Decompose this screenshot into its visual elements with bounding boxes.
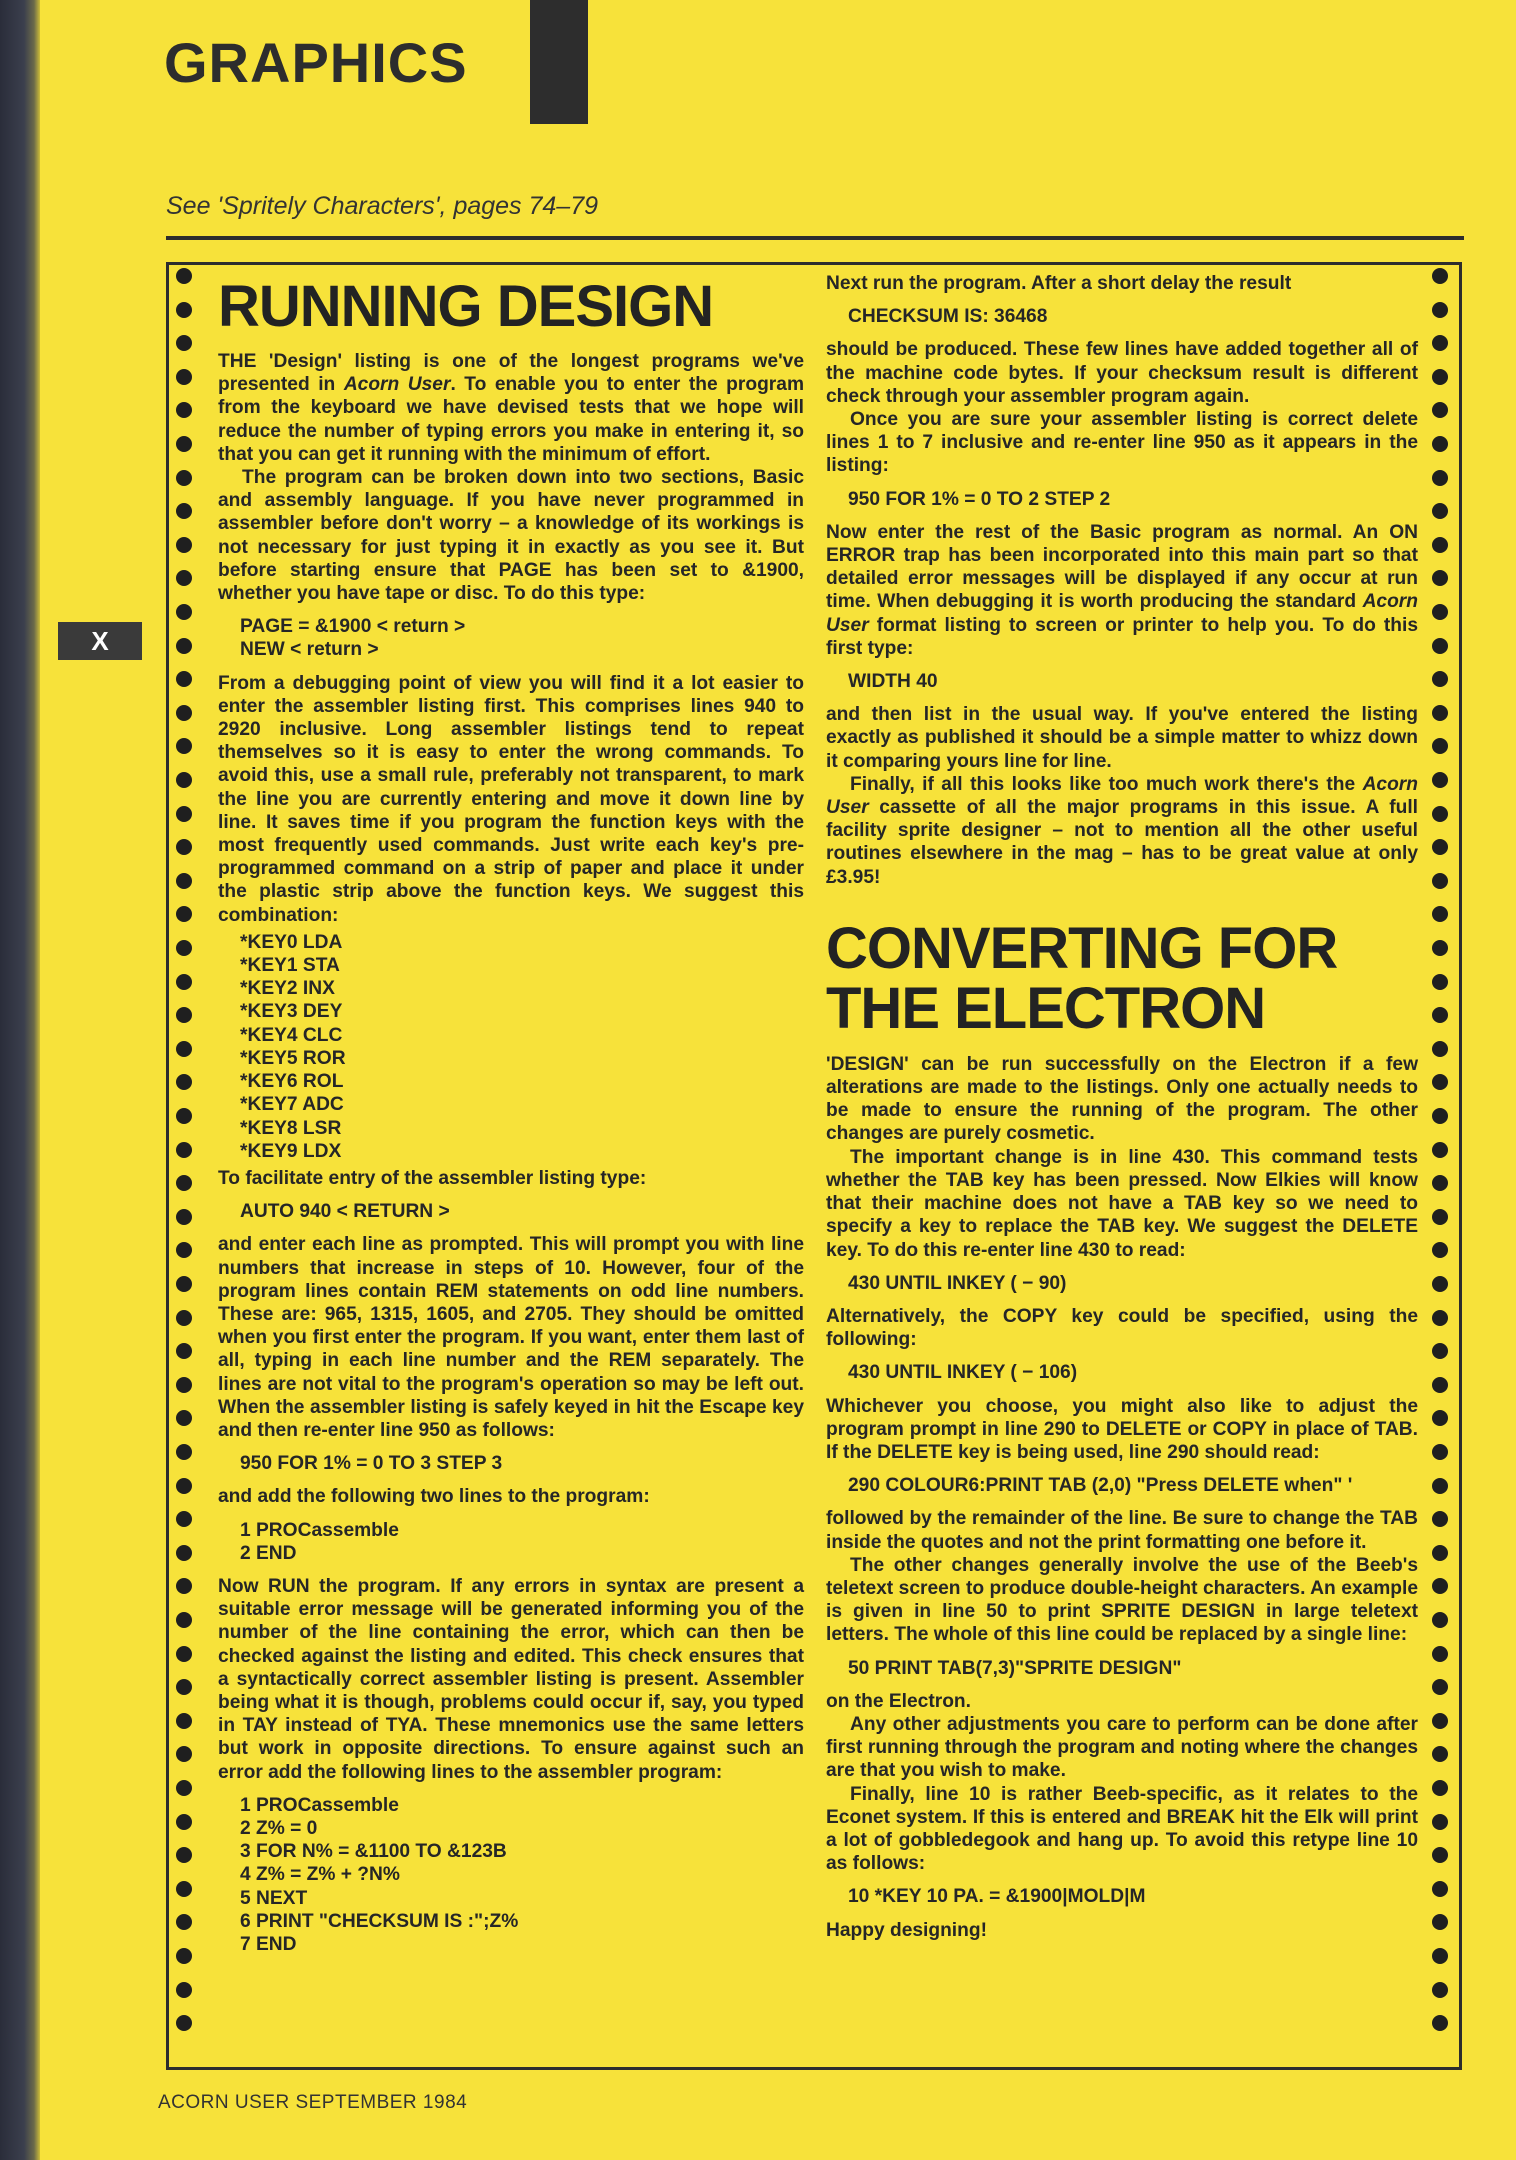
code-block: 290 COLOUR6:PRINT TAB (2,0) "Press DELETE when" ': [848, 1475, 1353, 1497]
perforation-dot: [176, 772, 192, 788]
list-item: *KEY6 ROL: [240, 1071, 344, 1093]
perforation-dot: [1432, 638, 1448, 654]
paragraph: THE 'Design' listing is one of the longest programs we've presented in Acorn User. To enable you to enter the program from the keyboard we have devised tests that we hope will reduce the number of typing errors you make in entering it, so that you can get it running with the minimum of effort.: [218, 351, 805, 465]
perforation-dot: [1432, 537, 1448, 553]
perforation-dot: [176, 1478, 192, 1494]
article-heading: RUNNING DESIGN: [218, 274, 714, 339]
perforation-dot: [176, 705, 192, 721]
perforation-dot: [1432, 1511, 1448, 1527]
perforation-dot: [176, 1377, 192, 1393]
perforation-dot: [1432, 1914, 1448, 1930]
perforation-dot: [176, 1276, 192, 1292]
section-title: GRAPHICS: [164, 31, 468, 94]
perforation-dot: [1432, 806, 1448, 822]
paragraph: 'DESIGN' can be run successfully on the Electron if a few alterations are made to the listings. Only one actually needs to be made to ensure the running of the program. The other changes are purely cosmetic.: [826, 1053, 1418, 1145]
perforation-dot: [176, 873, 192, 889]
perforation-dot: [176, 1881, 192, 1897]
perforation-dot: [176, 302, 192, 318]
function-key-list: [240, 931, 804, 1163]
perforation-dot: [1432, 1209, 1448, 1225]
perforation-dot: [176, 974, 192, 990]
code-block: 50 PRINT TAB(7,3)"SPRITE DESIGN": [848, 1657, 1182, 1679]
perforation-dot: [1432, 1276, 1448, 1292]
paragraph: and then list in the usual way. If you've entered the listing exactly as published it should be a simple matter to whizz down it comparing yours line for line.: [826, 704, 1418, 772]
perforation-dot: [176, 268, 192, 284]
paragraph: Now enter the rest of the Basic program as normal. An ON ERROR trap has been incorporated into this main part so that detailed error messages will be displayed if any occur at run time. When debugging it is worth producing the standard Acorn User format listing to screen or printer to help you. To do this first type:: [826, 521, 1418, 659]
perforation-dot: [176, 604, 192, 620]
code-block: 950 FOR 1% = 0 TO 2 STEP 2: [848, 488, 1111, 510]
perforation-dot: [1432, 1310, 1448, 1326]
perforation-dot: [1432, 1881, 1448, 1897]
top-rule: [166, 236, 1464, 240]
perforation-dot: [1432, 1142, 1448, 1158]
perforation-dot: [176, 2015, 192, 2031]
paragraph: Whichever you choose, you might also like to adjust the program prompt in line 290 to DELETE or COPY in place of TAB. If the DELETE key is being used, line 290 should read:: [826, 1395, 1418, 1463]
perforation-dot: [176, 1713, 192, 1729]
perforation-dot: [1432, 1343, 1448, 1359]
binding-spine: [0, 0, 40, 2160]
perforation-dot: [176, 1310, 192, 1326]
list-item: *KEY1 STA: [240, 955, 340, 977]
perforation-dot: [176, 940, 192, 956]
paragraph: Happy designing!: [826, 1919, 987, 1941]
perforation-dot: [1432, 940, 1448, 956]
perforation-dots-left: [176, 268, 198, 2058]
perforation-dot: [176, 470, 192, 486]
perforation-dot: [1432, 1646, 1448, 1662]
header-block-decoration: [530, 0, 588, 124]
perforation-dot: [176, 503, 192, 519]
list-item: *KEY7 ADC: [240, 1094, 344, 1116]
perforation-dot: [1432, 470, 1448, 486]
perforation-dot: [176, 1948, 192, 1964]
perforation-dot: [176, 1545, 192, 1561]
perforation-dot: [1432, 1242, 1448, 1258]
perforation-dot: [1432, 1478, 1448, 1494]
perforation-dot: [1432, 1545, 1448, 1561]
perforation-dot: [1432, 671, 1448, 687]
perforation-dot: [176, 1142, 192, 1158]
paragraph: From a debugging point of view you will find it a lot easier to enter the assembler listing first. This comprises lines 940 to 2920 inclusive. Long assembler listings tend to repeat themselves so it is easy to enter the wrong commands. To avoid this, use a small rule, preferably not transparent, to mark the line you are currently entering and move it down line by line. It saves time if you program the function keys with the most frequently used commands. Just write each key's pre-programmed command on a strip of paper and place it under the plastic strip above the function keys. We suggest this combination:: [218, 672, 804, 926]
perforation-dot: [1432, 1007, 1448, 1023]
code-block: AUTO 940 < RETURN >: [240, 1201, 450, 1223]
perforation-dot: [176, 839, 192, 855]
perforation-dot: [1432, 906, 1448, 922]
perforation-dot: [176, 369, 192, 385]
perforation-dot: [176, 806, 192, 822]
list-item: *KEY2 INX: [240, 978, 335, 1000]
perforation-dot: [176, 335, 192, 351]
perforation-dot: [176, 1108, 192, 1124]
section-tab: X: [58, 622, 142, 660]
list-item: *KEY5 ROR: [240, 1047, 346, 1069]
perforation-dot: [176, 1410, 192, 1426]
perforation-dot: [1432, 1612, 1448, 1628]
perforation-dot: [1432, 604, 1448, 620]
perforation-dot: [176, 1679, 192, 1695]
perforation-dot: [1432, 1108, 1448, 1124]
right-column: [826, 272, 1418, 1942]
section-heading: CONVERTING FOR THE ELECTRON: [826, 915, 1338, 1041]
perforation-dot: [1432, 1041, 1448, 1057]
code-block: 950 FOR 1% = 0 TO 3 STEP 3: [240, 1453, 503, 1475]
perforation-dot: [176, 1444, 192, 1460]
code-block: 10 *KEY 10 PA. = &1900|MOLD|M: [848, 1886, 1146, 1908]
paragraph: Next run the program. After a short delay the result: [826, 273, 1292, 294]
see-reference: See 'Spritely Characters', pages 74–79: [166, 192, 599, 220]
perforation-dot: [1432, 1948, 1448, 1964]
perforation-dot: [1432, 268, 1448, 284]
paragraph: followed by the remainder of the line. Be sure to change the TAB inside the quotes and not the print formatting one before it.: [826, 1508, 1418, 1553]
perforation-dot: [176, 1343, 192, 1359]
perforation-dot: [1432, 436, 1448, 452]
perforation-dot: [176, 671, 192, 687]
perforation-dot: [176, 906, 192, 922]
list-item: *KEY3 DEY: [240, 1001, 343, 1023]
perforation-dot: [176, 436, 192, 452]
perforation-dot: [1432, 335, 1448, 351]
paragraph: Finally, line 10 is rather Beeb-specific, as it relates to the Econet system. If this is entered and BREAK hit the Elk will print a lot of gobbledegook and hang up. To avoid this retype line 10 as follows:: [826, 1783, 1418, 1875]
perforation-dot: [1432, 1982, 1448, 1998]
perforation-dot: [1432, 302, 1448, 318]
perforation-dot: [1432, 402, 1448, 418]
code-block: 1 PROCassemble 2 END: [240, 1519, 399, 1564]
perforation-dot: [1432, 503, 1448, 519]
paragraph: on the Electron.: [826, 1690, 971, 1712]
perforation-dot: [1432, 570, 1448, 586]
perforation-dot: [176, 1041, 192, 1057]
perforation-dot: [176, 738, 192, 754]
list-item: *KEY8 LSR: [240, 1117, 342, 1139]
perforation-dot: [176, 1646, 192, 1662]
perforation-dot: [176, 1175, 192, 1191]
perforation-dot: [176, 638, 192, 654]
perforation-dot: [1432, 1175, 1448, 1191]
paragraph: Now RUN the program. If any errors in syntax are present a suitable error message will be generated informing you of the number of the line containing the error, which can then be checked against the listing and edited. This check ensures that a syntactically correct assembler listing is present. Assembler being what it is though, problems could occur if, say, you typed in TAY instead of TYA. These mnemonics use the same letters but work in opposite directions. To ensure against such an error add the following lines to the assembler program:: [218, 1575, 804, 1783]
paragraph: should be produced. These few lines have added together all of the machine code bytes. If your checksum result is different check through your assembler program again.: [826, 339, 1418, 407]
paragraph: and add the following two lines to the program:: [218, 1486, 650, 1508]
code-block: CHECKSUM IS: 36468: [848, 306, 1048, 328]
code-block: PAGE = &1900 < return > NEW < return >: [240, 616, 466, 661]
perforation-dot: [1432, 705, 1448, 721]
perforation-dot: [176, 1914, 192, 1930]
perforation-dot: [1432, 369, 1448, 385]
code-block: 430 UNTIL INKEY ( − 90): [848, 1272, 1067, 1294]
perforation-dot: [1432, 1814, 1448, 1830]
perforation-dot: [176, 1612, 192, 1628]
perforation-dots-right: [1432, 268, 1454, 2058]
perforation-dot: [1432, 1746, 1448, 1762]
list-item: *KEY4 CLC: [240, 1024, 343, 1046]
perforation-dot: [176, 1746, 192, 1762]
perforation-dot: [1432, 1410, 1448, 1426]
perforation-dot: [1432, 738, 1448, 754]
perforation-dot: [176, 1007, 192, 1023]
perforation-dot: [176, 1578, 192, 1594]
perforation-dot: [1432, 1780, 1448, 1796]
list-item: *KEY9 LDX: [240, 1140, 342, 1162]
perforation-dot: [176, 1242, 192, 1258]
perforation-dot: [1432, 1679, 1448, 1695]
page-footer: ACORN USER SEPTEMBER 1984: [158, 2092, 468, 2113]
perforation-dot: [1432, 1074, 1448, 1090]
paragraph: Any other adjustments you care to perform can be done after first running through the program and noting where the changes are that you wish to make.: [826, 1713, 1418, 1782]
perforation-dot: [1432, 1847, 1448, 1863]
perforation-dot: [1432, 2015, 1448, 2031]
perforation-dot: [1432, 772, 1448, 788]
perforation-dot: [1432, 1444, 1448, 1460]
perforation-dot: [176, 402, 192, 418]
perforation-dot: [176, 570, 192, 586]
perforation-dot: [176, 537, 192, 553]
code-block: 430 UNTIL INKEY ( − 106): [848, 1362, 1078, 1384]
paragraph: Finally, if all this looks like too much work there's the Acorn User cassette of all the major programs in this issue. A full facility sprite designer – not to mention all the other useful routines elsewhere in the mag – has to be great value at only £3.95!: [826, 773, 1418, 888]
paragraph: To facilitate entry of the assembler listing type:: [218, 1167, 647, 1189]
code-block: 1 PROCassemble 2 Z% = 0 3 FOR N% = &1100 TO &123B 4 Z% = Z% + ?N% 5 NEXT 6 PRINT "CHECKSUM IS :";Z% 7 END: [240, 1794, 519, 1955]
perforation-dot: [1432, 1713, 1448, 1729]
perforation-dot: [176, 1074, 192, 1090]
perforation-dot: [176, 1780, 192, 1796]
perforation-dot: [1432, 839, 1448, 855]
paragraph: Alternatively, the COPY key could be specified, using the following:: [826, 1305, 1418, 1351]
paragraph: and enter each line as prompted. This will prompt you with line numbers that increase in steps of 10. However, four of the program lines contain REM statements on odd line numbers. These are: 965, 1315, 1605, and 2705. They should be omitted when you first enter the program. If you want, enter them last of all, typing in each line number and the REM separately. The lines are not vital to the program's operation so may be left out. When the assembler listing is safely keyed in hit the Escape key and then re-enter line 950 as follows:: [218, 1234, 804, 1441]
perforation-dot: [176, 1209, 192, 1225]
perforation-dot: [1432, 1377, 1448, 1393]
code-block: WIDTH 40: [848, 671, 938, 693]
perforation-dot: [1432, 873, 1448, 889]
perforation-dot: [1432, 1578, 1448, 1594]
paragraph: The important change is in line 430. This command tests whether the TAB key has been pressed. Now Elkies will know that their machine does not have a TAB key so we need to specify a key to replace the TAB key. We suggest the DELETE key. To do this re-enter line 430 to read:: [826, 1146, 1418, 1261]
paragraph: The program can be broken down into two sections, Basic and assembly language. If you have never programmed in assembler before don't worry – a knowledge of its workings is not necessary for just typing it in exactly as you see it. But before starting ensure that PAGE has been set to &1900, whether you have tape or disc. To do this type:: [218, 467, 804, 605]
perforation-dot: [176, 1814, 192, 1830]
paragraph: The other changes generally involve the use of the Beeb's teletext screen to produce double-height characters. An example is given in line 50 to print SPRITE DESIGN in large teletext letters. The whole of this line could be replaced by a single line:: [826, 1554, 1418, 1646]
perforation-dot: [1432, 974, 1448, 990]
perforation-dot: [176, 1982, 192, 1998]
list-item: *KEY0 LDA: [240, 931, 343, 953]
perforation-dot: [176, 1847, 192, 1863]
left-column: [218, 272, 804, 1966]
perforation-dot: [176, 1511, 192, 1527]
paragraph: Once you are sure your assembler listing is correct delete lines 1 to 7 inclusive and re-enter line 950 as it appears in the listing:: [826, 409, 1418, 477]
